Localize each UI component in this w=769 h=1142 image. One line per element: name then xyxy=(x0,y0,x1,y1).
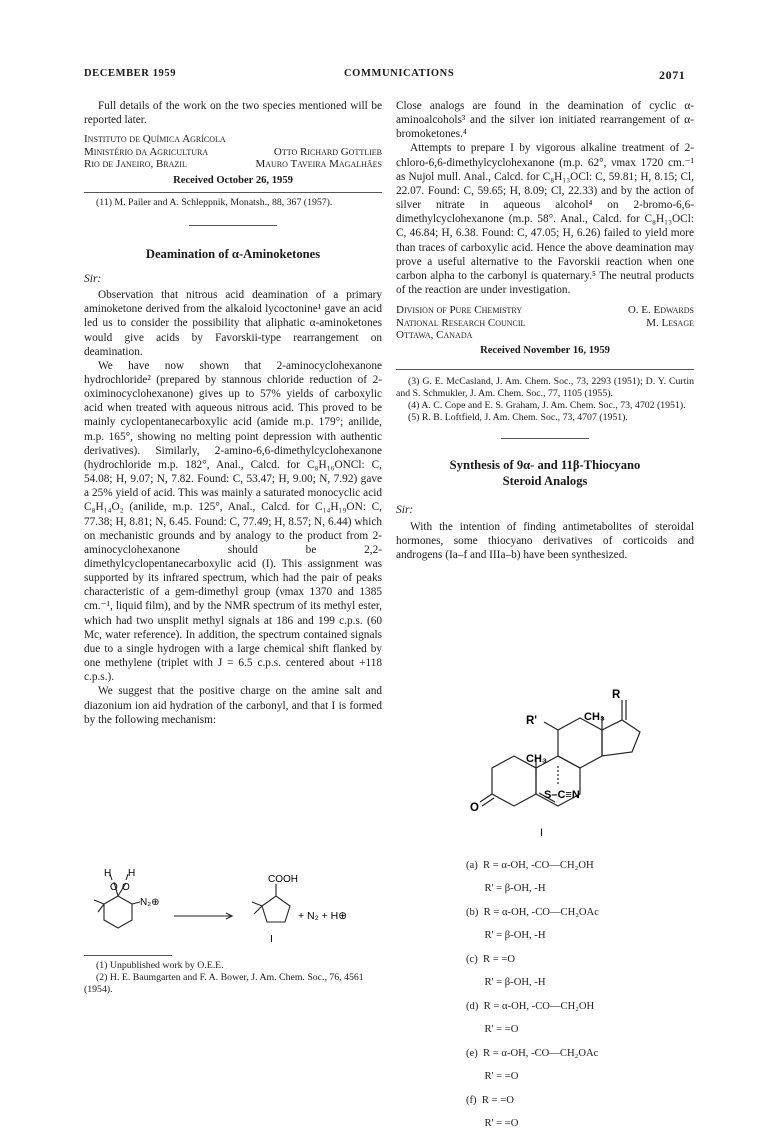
substituent-r: R xyxy=(612,689,621,701)
scheme-h-1: H xyxy=(104,868,112,879)
left-column xyxy=(84,99,382,727)
running-header-section: COMMUNICATIONS xyxy=(344,68,455,79)
variant-d-r: (d) R = α-OH, -CO—CH₂OH xyxy=(466,1000,595,1012)
paragraph-4: Close analogs are found in the deamination of cyclic α-aminoalcohols³ and the silver ion initiated rearrangement of α-bromoketones.⁴ xyxy=(396,100,694,141)
structure-label: I xyxy=(540,827,544,839)
footnote-11: (11) M. Pailer and A. Schleppnik, Monatsh., 88, 367 (1957). xyxy=(96,196,333,208)
variant-f-rp: R' = =O xyxy=(466,1118,519,1130)
page-number: 2071 xyxy=(659,68,686,82)
variant-c-rp: R' = β-OH, -H xyxy=(466,977,546,989)
received-date-2: Received November 16, 1959 xyxy=(480,345,610,357)
paragraph-1: Observation that nitrous acid deamination of a primary aminoketone derived from the alkaloid lycoctonine¹ gave an acid led us to consider the possibility that aliphatic α-aminoketones would give acids by Favorskii-type rearrangement on deamination. xyxy=(84,289,382,358)
salutation: Sir: xyxy=(84,272,102,285)
methyl-c18: CH₃ xyxy=(584,711,605,723)
section-divider-2 xyxy=(501,438,589,439)
paragraph-5: Attempts to prepare I by vigorous alkaline treatment of 2-chloro-6,6-dimethylcyclohexanone (m.p. 62°, νmax 1720 cm.⁻¹ as Nujol mull. Anal., Calcd. for C₈H₁₃OCl: C, 59.81; H, 8.15; Cl, 22.07. Found: C, 59.65; H, 8.09; Cl, 22.33) and by the action of silver nitrate in aqueous alcohol⁴ on 2-bromo-6,6-dimethylcyclohexanone (m.p. 58°. Anal., Calcd. for C₈H₁₃OCl: C, 46.84; H, 6.38. Found: C, 47.05; H, 6.26) failed to yield more than traces of carboxylic acid. Hence the above deamination may prove a useful alternative to the Favorskii reaction when one carbon alpha to the carbonyl is quaternary.⁵ The neutral products of the reaction are under investigation. xyxy=(396,142,694,297)
scheme-cooh: COOH xyxy=(268,874,298,885)
paragraph-3: We suggest that the positive charge on the amine salt and diazonium ion aid hydration of the carbonyl, and that I is formed by the following mechanism: xyxy=(84,685,382,726)
scheme-compound-label: I xyxy=(270,933,273,945)
right-column xyxy=(396,99,694,562)
city-line: Rio de Janeiro, Brazil xyxy=(84,158,187,171)
substituent-r-prime: R' xyxy=(526,715,538,727)
footnotes-right xyxy=(396,376,694,425)
section-divider xyxy=(189,225,277,226)
footnote-rule xyxy=(84,192,382,193)
scheme-h-2: H xyxy=(128,868,136,879)
article-title-2-line-2: Steroid Analogs xyxy=(502,474,588,489)
variant-b-r: (b) R = α-OH, -CO—CH₂OAc xyxy=(466,906,599,918)
affiliation-block-2 xyxy=(396,304,694,341)
variant-e-r: (e) R = α-OH, -CO—CH₂OAc xyxy=(466,1047,599,1059)
footnote-rule-bottom xyxy=(84,955,172,956)
variants-list xyxy=(466,848,599,1142)
author-magalhaes: Mauro Taveira Magalhães xyxy=(255,158,382,171)
thiocyano-group: S–C≡N xyxy=(544,789,580,801)
variant-a-r: (a) R = α-OH, -CO—CH₂OH xyxy=(466,859,594,871)
footnote-2: (2) H. E. Baumgarten and F. A. Bower, J. Am. Chem. Soc., 76, 4561 (1954). xyxy=(84,972,364,996)
variant-d-rp: R' = =O xyxy=(466,1024,519,1036)
paragraph-2: We have now shown that 2-aminocyclohexanone hydrochloride² (prepared by stannous chloride reduction of 2-oximinocyclohexanone) gives up to 57% yields of carboxylic acid when treated with aqueous nitrous acid. This proved to be mainly cyclopentanecarboxylic acid (amide m.p. 179°; anilide, m.p. 165°, showing no melting point depression with authentic derivatives). Similarly, 2-amino-6,6-dimethylcyclohexanone (hydrochloride m.p. 182°, Anal., Calcd. for C₈H₁₆ONCl: C, 54.08; H, 9.07; N, 7.82. Found: C, 53.47; H, 9.00; N, 7.92) gave a 25% yield of acid. This was mainly a saturated monocyclic acid C₈H₁₄O₂ (anilide, m.p. 125°, Anal., Calcd. for C₁₄H₁₉ON: C, 77.38; H, 8.81; N, 6.45. Found: C, 77.49; H, 8.57; N, 6.44) which on mechanistic grounds and by analogy to the product from 2-aminocyclohexanone should be 2,2-dimethylcyclopentanecarboxylic acid (I). This assignment was supported by its infrared spectrum, which had the pair of peaks characteristic of a gem-dimethyl group (νmax 1370 and 1385 cm.⁻¹, liquid film), and by the NMR spectrum of its methyl ester, which had two unsplit methyl signals at 186 and 199 c.p.s. (60 Mc, water reference). In addition, the spectrum contained signals due to a single hydrogen with a large chemical shift flanked by one methylene (triplet with J = 6.5 c.p.s. centered about +118 c.p.s.). xyxy=(84,359,382,684)
author-edwards: O. E. Edwards xyxy=(627,304,694,317)
footnote-rule-right xyxy=(396,369,694,370)
reaction-scheme xyxy=(84,866,384,948)
affiliation-block xyxy=(84,133,382,170)
footnotes-left xyxy=(84,960,382,997)
steroid-structure xyxy=(440,686,690,846)
ministry-line: Ministério da Agricultura xyxy=(84,145,209,158)
scheme-o-2: O xyxy=(122,882,130,893)
footnote-4: (4) A. C. Cope and E. S. Graham, J. Am. Chem. Soc., 73, 4702 (1951). xyxy=(408,399,686,411)
scheme-o-1: O xyxy=(110,882,118,893)
article-title-2 xyxy=(396,457,694,489)
footnote-3: (3) G. E. McCasland, J. Am. Chem. Soc., 73, 2293 (1951); D. Y. Curtin and S. Schmukler, J. Am. Chem. Soc., 77, 1105 (1955). xyxy=(396,375,694,399)
author-gottlieb: Otto Richard Gottlieb xyxy=(273,145,382,158)
received-date: Received October 26, 1959 xyxy=(173,174,293,186)
institute-line: Instituto de Química Agrícola xyxy=(84,133,226,146)
variant-b-rp: R' = β-OH, -H xyxy=(466,930,546,942)
footnote-1: (1) Unpublished work by O.E.E. xyxy=(96,960,224,971)
variant-f-r: (f) R = =O xyxy=(466,1094,514,1106)
ketone-oxygen: O xyxy=(470,802,479,814)
paragraph-6: With the intention of finding antimetabolites of steroidal hormones, some thiocyano derivatives of corticoids and androgens (Ia–f and IIIa–b) have been synthesized. xyxy=(396,520,694,561)
footnote-5: (5) R. B. Loftfield, J. Am. Chem. Soc., 73, 4707 (1951). xyxy=(408,412,628,424)
council-line: National Research Council xyxy=(396,316,526,329)
variant-e-rp: R' = =O xyxy=(466,1071,519,1083)
variant-c-r: (c) R = =O xyxy=(466,953,516,965)
author-lesage: M. Lesage xyxy=(646,316,694,329)
scheme-products: + N₂ + H⊕ xyxy=(298,910,348,922)
scheme-diazonium: N₂⊕ xyxy=(140,897,160,908)
variant-a-rp: R' = β-OH, -H xyxy=(466,883,546,895)
division-line: Division of Pure Chemistry xyxy=(396,304,523,317)
intro-paragraph: Full details of the work on the two species mentioned will be reported later. xyxy=(84,100,382,127)
article-title-2-line-1: Synthesis of 9α- and 11β-Thiocyano xyxy=(449,458,641,473)
running-header-date: DECEMBER 1959 xyxy=(84,68,177,79)
ottawa-line: Ottawa, Canada xyxy=(396,329,473,341)
methyl-c19: CH₃ xyxy=(526,753,547,765)
article-title: Deamination of α-Aminoketones xyxy=(145,246,321,261)
salutation-2: Sir: xyxy=(396,504,414,517)
